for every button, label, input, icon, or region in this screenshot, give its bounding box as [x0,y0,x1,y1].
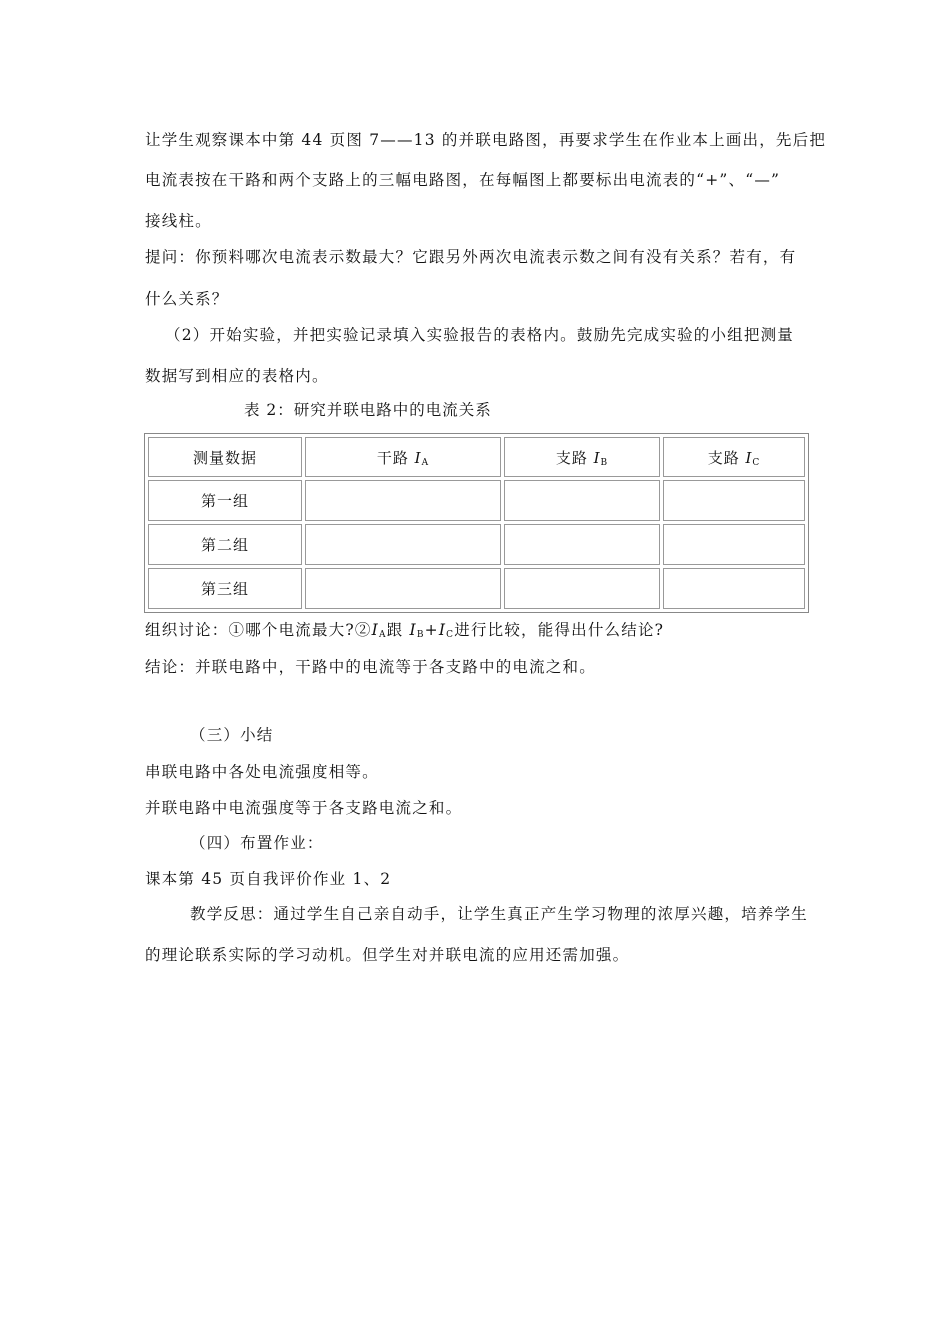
header-branch-b-current: 支路 $I_B$ [504,437,660,477]
question-line-1: 提问：你预料哪次电流表示数最大？它跟另外两次电流表示数之间有没有关系？若有，有 [145,248,797,266]
reflection-line-1: 教学反思：通过学生自己亲自动手，让学生真正产生学习物理的浓厚兴趣，培养学生 [190,905,808,923]
row-label: 第二组 [148,524,302,565]
homework-line-1: 课本第 45 页自我评价作业 1、2 [145,870,392,888]
intro-line-1: 让学生观察课本中第 44 页图 7——13 的并联电路图，再要求学生在作业本上画出，先后把 [145,131,827,149]
table-row [148,568,805,609]
intro-line-3: 接线柱。 [145,212,212,230]
data-table [144,433,809,613]
cell-main-current [305,524,501,565]
row-label: 第一组 [148,480,302,521]
step2-line-2: 数据写到相应的表格内。 [145,367,329,385]
summary-heading: （三）小结 [190,726,274,744]
table-row [148,480,805,521]
header-branch-c-current: 支路 $I_C$ [663,437,805,477]
table-row [148,524,805,565]
row-label: 第三组 [148,568,302,609]
cell-branch-c [663,524,805,565]
cell-branch-c [663,480,805,521]
step2-line-1: （2）开始实验，并把实验记录填入实验报告的表格内。鼓励先完成实验的小组把测量 [165,326,794,344]
discussion-line: 组织讨论：①哪个电流最大$?②I_A$跟 $I_B+I_C$进行比较，能得出什么结论? [145,621,665,640]
intro-line-2: 电流表按在干路和两个支路上的三幅电路图，在每幅图上都要标出电流表的“+”、“—” [145,171,781,189]
header-main-current: 干路 $I_A$ [305,437,501,477]
cell-main-current [305,480,501,521]
table-caption: 表 2：研究并联电路中的电流关系 [244,401,492,419]
cell-branch-b [504,480,660,521]
cell-branch-c [663,568,805,609]
summary-line-1: 串联电路中各处电流强度相等。 [145,763,379,781]
question-line-2: 什么关系？ [145,290,229,308]
cell-branch-b [504,568,660,609]
reflection-line-2: 的理论联系实际的学习动机。但学生对并联电流的应用还需加强。 [145,946,630,964]
homework-heading: （四）布置作业： [190,834,324,852]
table-header-row [148,437,805,477]
summary-line-2: 并联电路中电流强度等于各支路电流之和。 [145,799,463,817]
cell-main-current [305,568,501,609]
cell-branch-b [504,524,660,565]
header-measure-data: 测量数据 [148,437,302,477]
conclusion-line: 结论：并联电路中，干路中的电流等于各支路中的电流之和。 [145,658,596,676]
